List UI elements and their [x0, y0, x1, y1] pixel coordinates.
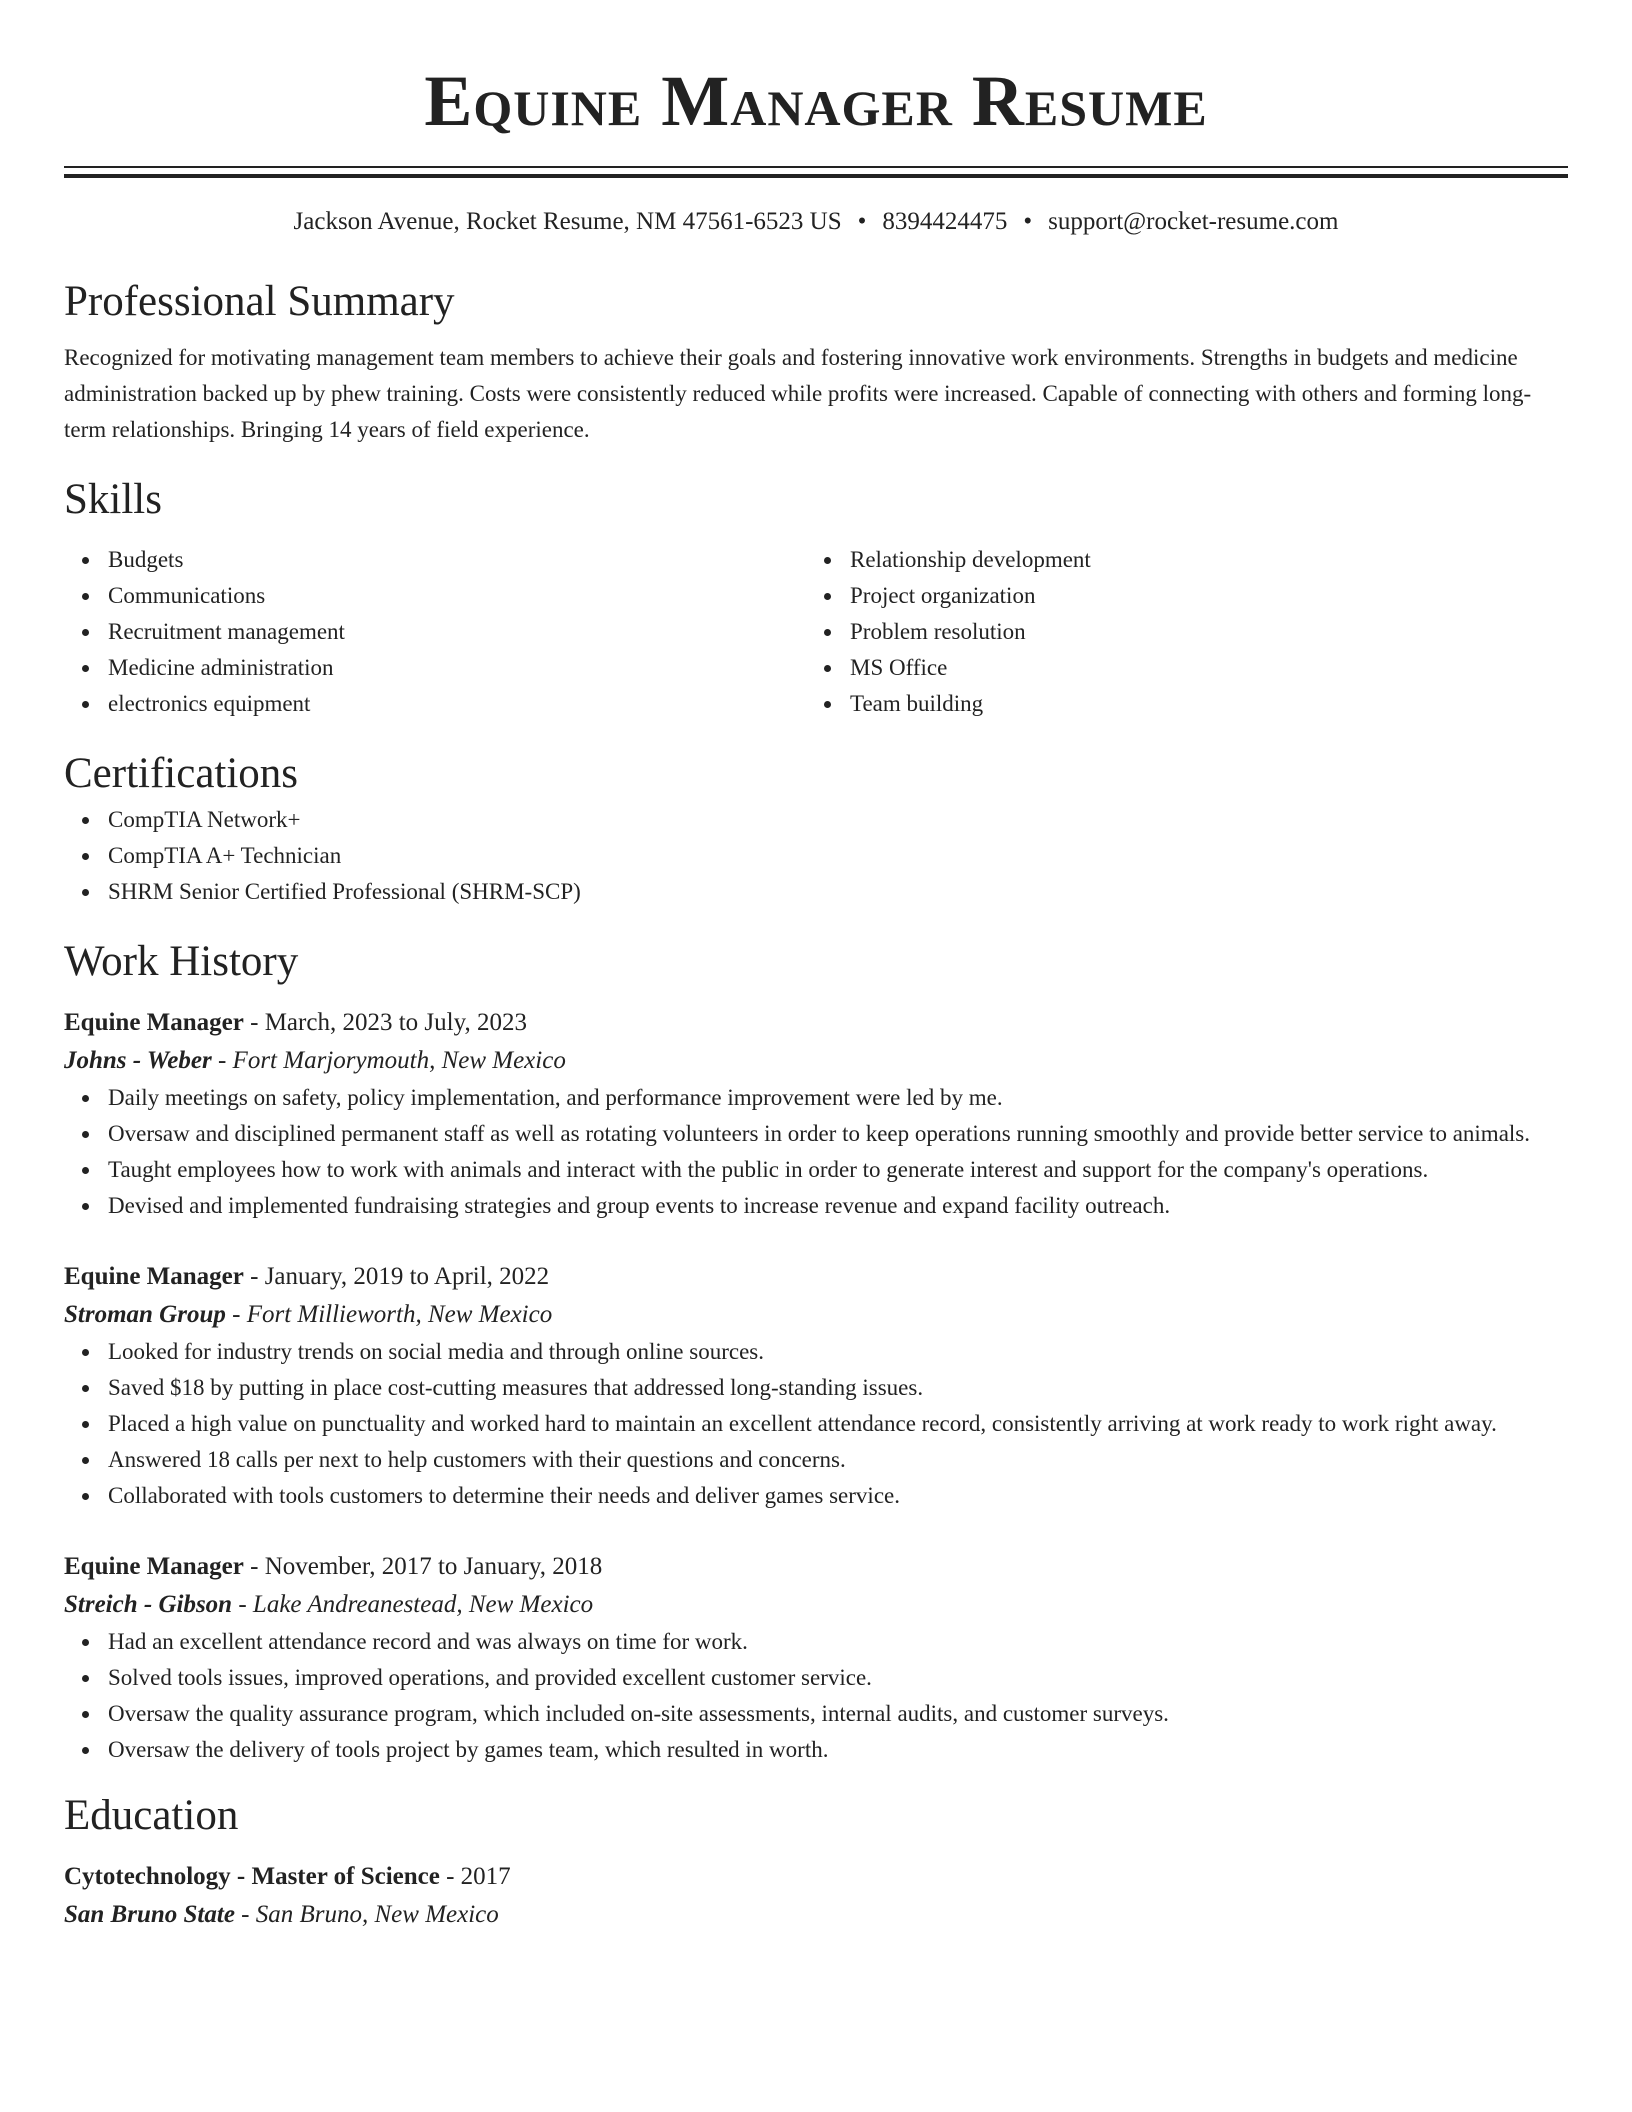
job-bullet: Answered 18 calls per next to help customers with their questions and concerns.	[108, 1442, 1568, 1478]
contact-email: support@rocket-resume.com	[1048, 208, 1339, 235]
job-bullet: Oversaw the quality assurance program, which included on-site assessments, internal audits, and customer surveys.	[108, 1696, 1568, 1732]
certification-item: CompTIA Network+	[108, 802, 1568, 838]
job-company-line	[64, 1296, 1568, 1334]
contact-phone: 8394424475	[882, 208, 1008, 235]
skill-item: Project organization	[850, 578, 1548, 614]
job-bullet: Oversaw the delivery of tools project by games team, which resulted in worth.	[108, 1732, 1568, 1768]
job-bullet: Collaborated with tools customers to determine their needs and deliver games service.	[108, 1478, 1568, 1514]
education-degree-line	[64, 1858, 1568, 1896]
job-bullets	[64, 1334, 1568, 1514]
job-location: - Lake Andreanestead, New Mexico	[232, 1591, 594, 1618]
job-bullet: Daily meetings on safety, policy implementation, and performance improvement were led by me.	[108, 1080, 1568, 1116]
skill-item: Medicine administration	[108, 650, 806, 686]
skill-item: MS Office	[850, 650, 1548, 686]
education-year: - 2017	[439, 1863, 511, 1890]
job-company-line	[64, 1586, 1568, 1624]
job-dates: - January, 2019 to April, 2022	[243, 1263, 550, 1290]
job-bullet: Looked for industry trends on social media and through online sources.	[108, 1334, 1568, 1370]
contact-line	[64, 204, 1568, 240]
certification-item: SHRM Senior Certified Professional (SHRM-SCP)	[108, 874, 1568, 910]
certification-item: CompTIA A+ Technician	[108, 838, 1568, 874]
skill-item: Budgets	[108, 542, 806, 578]
title-divider	[64, 166, 1568, 178]
resume-title: Equine Manager Resume	[424, 61, 1208, 141]
skill-item: electronics equipment	[108, 686, 806, 722]
job-bullet: Oversaw and disciplined permanent staff as well as rotating volunteers in order to keep operations running smoothly and provide better service to animals.	[108, 1116, 1568, 1152]
job-title-line	[64, 1548, 1568, 1586]
job-title-line	[64, 1258, 1568, 1296]
job-bullet: Solved tools issues, improved operations, and provided excellent customer service.	[108, 1660, 1568, 1696]
skills-column-right	[806, 542, 1548, 722]
job-title: Equine Manager	[64, 1263, 244, 1290]
job-entry	[64, 1004, 1568, 1224]
job-bullet: Saved $18 by putting in place cost-cutting measures that addressed long-standing issues.	[108, 1370, 1568, 1406]
skill-item: Team building	[850, 686, 1548, 722]
job-location: - Fort Marjorymouth, New Mexico	[211, 1047, 566, 1074]
skill-item: Recruitment management	[108, 614, 806, 650]
education-school-line	[64, 1896, 1568, 1934]
skill-item: Problem resolution	[850, 614, 1548, 650]
work-history-heading: Work History	[64, 938, 299, 985]
certifications-heading: Certifications	[64, 750, 299, 797]
contact-separator: •	[857, 208, 867, 235]
job-title: Equine Manager	[64, 1553, 244, 1580]
job-bullet: Taught employees how to work with animals and interact with the public in order to generate interest and support for the company's operations.	[108, 1152, 1568, 1188]
education-heading: Education	[64, 1792, 239, 1839]
job-bullet: Devised and implemented fundraising strategies and group events to increase revenue and expand facility outreach.	[108, 1188, 1568, 1224]
certifications-list	[64, 802, 1568, 910]
skills-list	[64, 542, 1568, 722]
job-company: Streich - Gibson	[64, 1591, 233, 1618]
job-dates: - November, 2017 to January, 2018	[243, 1553, 603, 1580]
job-bullets	[64, 1080, 1568, 1224]
education-entry	[64, 1858, 1568, 1934]
education-school: San Bruno State	[64, 1901, 235, 1928]
education-location: - San Bruno, New Mexico	[234, 1901, 499, 1928]
job-bullets	[64, 1624, 1568, 1768]
job-title-line	[64, 1004, 1568, 1042]
job-bullet: Had an excellent attendance record and was always on time for work.	[108, 1624, 1568, 1660]
job-company: Johns - Weber	[64, 1047, 212, 1074]
skill-item: Communications	[108, 578, 806, 614]
education-degree: Cytotechnology - Master of Science	[64, 1863, 440, 1890]
job-bullet: Placed a high value on punctuality and worked hard to maintain an excellent attendance record, consistently arriving at work ready to work right away.	[108, 1406, 1568, 1442]
job-company: Stroman Group	[64, 1301, 226, 1328]
job-title: Equine Manager	[64, 1009, 244, 1036]
summary-text: Recognized for motivating management team members to achieve their goals and fostering innovative work environments. Strengths in budgets and medicine administration backed up by phew training. Costs were consistently reduced while profits were increased. Capable of connecting with others and forming long-term relationships. Bringing 14 years of field experience.	[64, 345, 1532, 442]
job-dates: - March, 2023 to July, 2023	[243, 1009, 527, 1036]
job-entry	[64, 1548, 1568, 1768]
job-entry	[64, 1258, 1568, 1514]
contact-separator: •	[1023, 208, 1033, 235]
job-company-line	[64, 1042, 1568, 1080]
skill-item: Relationship development	[850, 542, 1548, 578]
skills-column-left	[64, 542, 806, 722]
skills-heading: Skills	[64, 476, 162, 523]
summary-heading: Professional Summary	[64, 278, 455, 325]
contact-address: Jackson Avenue, Rocket Resume, NM 47561-6523 US	[293, 208, 842, 235]
job-location: - Fort Millieworth, New Mexico	[225, 1301, 553, 1328]
